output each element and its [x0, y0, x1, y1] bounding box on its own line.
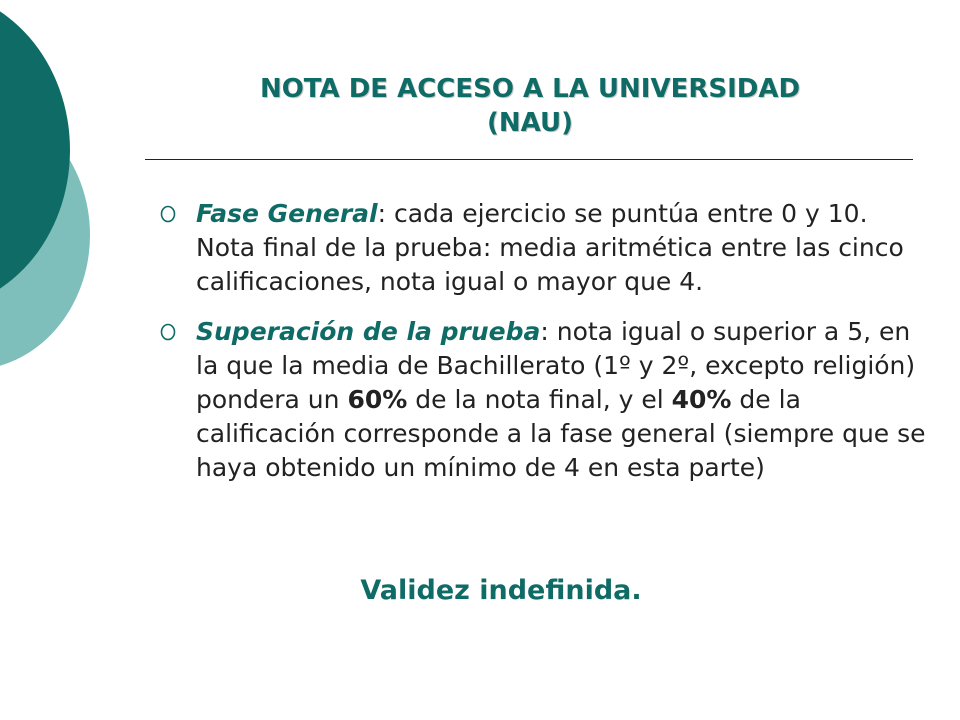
title-divider	[145, 159, 913, 160]
closing-statement: Validez indefinida.	[360, 575, 642, 606]
bullet-text: : nota igual o superior a 5, en la que la media de Bachillerato (1º y 2º, excepto religión) pondera un	[196, 317, 916, 414]
bullet-lead: Fase General	[196, 199, 378, 228]
percentage-fase-general: 40%	[671, 385, 732, 414]
ring-bullet-icon	[158, 202, 178, 226]
bullet-text: : cada ejercicio se puntúa entre 0 y 10. Nota final de la prueba: media aritmética entre las cinco calificaciones, nota igual o mayor que 4.	[196, 199, 904, 296]
title-line-2: (NAU)	[487, 108, 573, 138]
bullet-fase-general	[156, 197, 926, 299]
bullet-text: de la nota final, y el	[407, 385, 672, 414]
bullet-lead: Superación de la prueba	[196, 317, 541, 346]
slide-title	[145, 72, 915, 140]
bullet-text: de la calificación corresponde a la fase general (siempre que se haya obtenido un mínimo de 4 en esta parte)	[196, 385, 926, 482]
ring-bullet-icon	[158, 320, 178, 344]
bullet-superacion	[156, 315, 926, 485]
bullet-list	[156, 197, 926, 501]
percentage-bachillerato: 60%	[347, 385, 408, 414]
title-line-1: NOTA DE ACCESO A LA UNIVERSIDAD	[259, 74, 801, 104]
